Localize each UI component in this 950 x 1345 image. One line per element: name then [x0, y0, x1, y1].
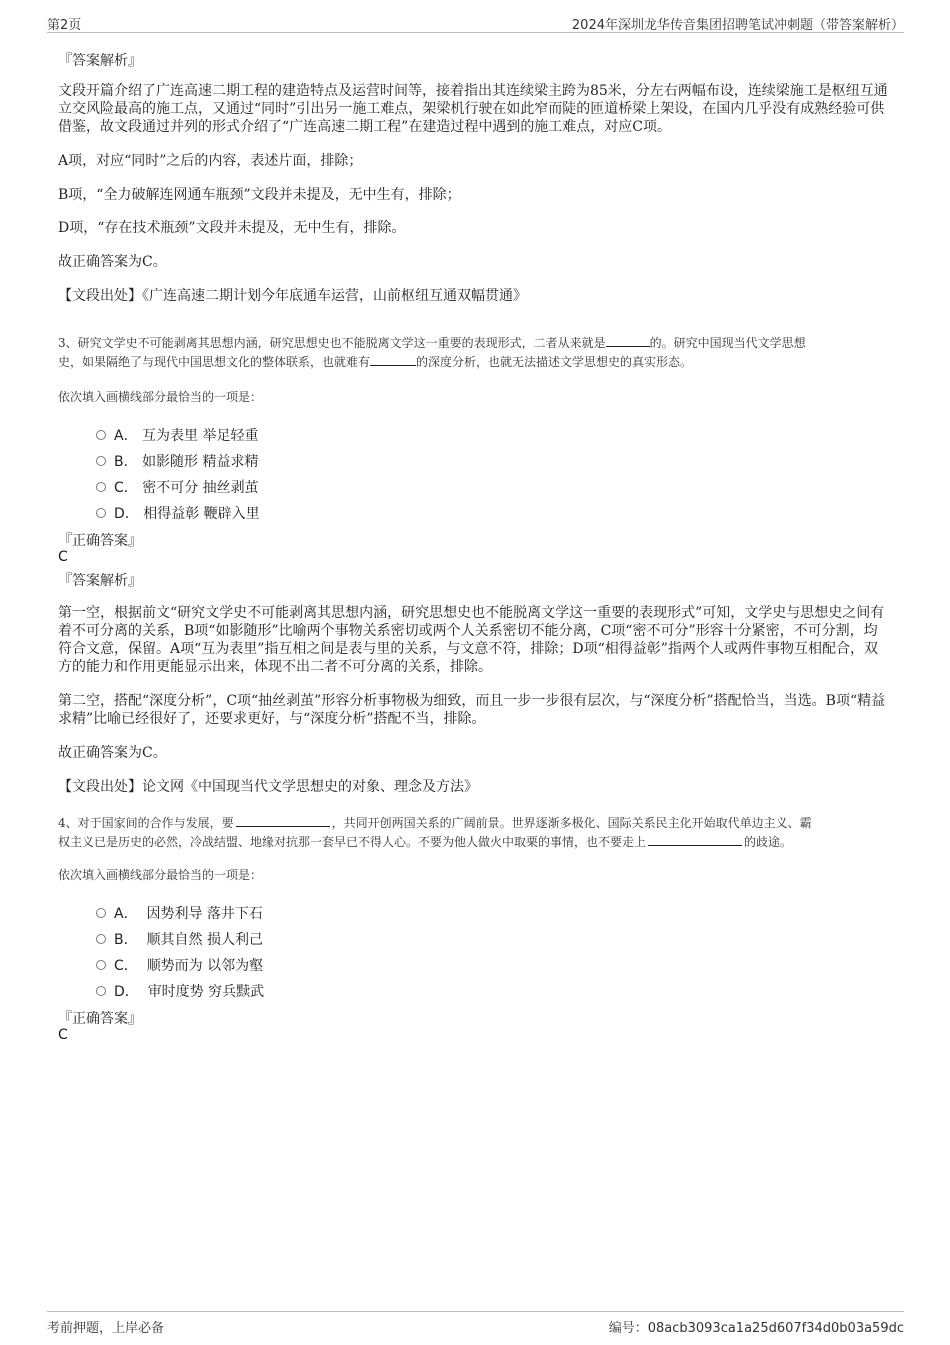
question-text: 史，如果隔绝了与现代中国思想文化的整体联系，也就难有 — [58, 355, 371, 369]
analysis-option-d: D项，“存在技术瓶颈”文段并未提及，无中生有，排除。 — [58, 220, 406, 236]
radio-icon[interactable] — [96, 960, 106, 970]
option-letter: A． — [114, 906, 138, 922]
radio-icon[interactable] — [96, 908, 106, 918]
option-letter: B． — [114, 454, 138, 470]
page-number: 第2页 — [47, 18, 82, 33]
option-letter: D． — [114, 506, 139, 522]
question-text: 的歧途。 — [744, 835, 793, 849]
fill-blank — [648, 833, 742, 846]
option-d[interactable] — [96, 981, 264, 999]
radio-icon[interactable] — [96, 934, 106, 944]
fill-blank — [370, 353, 416, 366]
option-text: 审时度势 穷兵黩武 — [147, 984, 265, 1000]
page-footer — [47, 1311, 904, 1338]
option-d[interactable] — [96, 503, 260, 521]
option-letter: A． — [114, 428, 138, 444]
correct-answer: C — [58, 1027, 68, 1043]
radio-icon[interactable] — [96, 986, 106, 996]
source-citation: 【文段出处】论文网《中国现当代文学思想史的对象、理念及方法》 — [58, 779, 478, 795]
correct-answer-label: 『正确答案』 — [58, 533, 142, 549]
analysis-paragraph: 文段开篇介绍了广连高速二期工程的建造特点及运营时间等，接着指出其连续梁主跨为85米，分左右两幅布设，连续梁施工是枢纽互通立交风险最高的施工点，又通过“同时”引出另一施工难点，架梁机行驶在如此窄而陡的匝道桥梁上架设，在国内几乎没有成熟经验可供借鉴，故文段通过并列的形式介绍了“广连高速二期工程”在建造过程中遇到的施工难点，对应C项。 — [58, 83, 888, 135]
source-citation: 【文段出处】《广连高速二期计划今年底通车运营，山前枢纽互通双幅贯通》 — [58, 288, 527, 304]
radio-icon[interactable] — [96, 508, 106, 518]
option-text: 相得益彰 鞭辟入里 — [143, 506, 260, 522]
option-letter: B． — [114, 932, 138, 948]
page-header — [47, 12, 904, 33]
option-c[interactable] — [96, 477, 259, 495]
analysis-conclusion: 故正确答案为C。 — [58, 745, 167, 761]
option-text: 如影随形 精益求精 — [142, 454, 259, 470]
analysis-option-b: B项，“全力破解连网通车瓶颈”文段并未提及，无中生有，排除； — [58, 187, 461, 203]
option-letter: D． — [114, 984, 139, 1000]
document-title: 2024年深圳龙华传音集团招聘笔试冲刺题（带答案解析） — [571, 18, 904, 33]
radio-icon[interactable] — [96, 430, 106, 440]
question-prompt: 依次填入画横线部分最恰当的一项是： — [58, 868, 263, 882]
option-b[interactable] — [96, 451, 259, 469]
question-prompt: 依次填入画横线部分最恰当的一项是： — [58, 390, 263, 404]
question-4-stem — [58, 814, 898, 852]
analysis-paragraph: 第一空，根据前文“研究文学史不可能剥离其思想内涵，研究思想史也不能脱离文学这一重要的表现形式”可知，文学史与思想史之间有着不可分离的关系，B项“如影随形”比喻两个事物关系密切或两个人关系密切不能分离，C项“密不可分”形容十分紧密，不可分割，均符合文意，保留。A项“互为表里”指互相之间是表与里的关系，与文意不符，排除；D项“相得益彰”指两个人或两件事物互相配合，双方的能力和作用更能显示出来，体现不出二者不可分离的关系，排除。 — [58, 605, 885, 675]
analysis-label: 『答案解析』 — [58, 53, 142, 69]
question-text: 的。研究中国现当代文学思想 — [649, 336, 806, 350]
question-text: 4、对于国家间的合作与发展，要 — [58, 816, 234, 830]
option-letter: C． — [114, 958, 138, 974]
correct-answer: C — [58, 549, 68, 565]
question-text: 权主义已是历史的必然，冷战结盟、地缘对抗那一套早已不得人心。不要为他人做火中取栗的事情，也不要走上 — [58, 835, 647, 849]
analysis-option-a: A项，对应“同时”之后的内容，表述片面，排除； — [58, 153, 363, 169]
option-text: 因势利导 落井下石 — [146, 906, 263, 922]
analysis-label: 『答案解析』 — [58, 573, 142, 589]
fill-blank — [236, 814, 330, 827]
question-3-stem — [58, 334, 898, 372]
document-code: 编号：08acb3093ca1a25d607f34d0b03a59dc — [608, 1321, 904, 1336]
question-text: 的深度分析，也就无法描述文学思想史的真实形态。 — [416, 355, 693, 369]
option-a[interactable] — [96, 903, 263, 921]
analysis-conclusion: 故正确答案为C。 — [58, 254, 167, 270]
correct-answer-label: 『正确答案』 — [58, 1011, 142, 1027]
option-c[interactable] — [96, 955, 263, 973]
radio-icon[interactable] — [96, 482, 106, 492]
footer-motto: 考前押题，上岸必备 — [47, 1321, 165, 1336]
option-text: 密不可分 抽丝剥茧 — [142, 480, 259, 496]
question-text: ，共同开创两国关系的广阔前景。世界逐渐多极化、国际关系民主化开始取代单边主义、霸 — [331, 816, 812, 830]
option-a[interactable] — [96, 425, 258, 443]
fill-blank — [606, 334, 650, 347]
option-text: 顺势而为 以邻为壑 — [146, 958, 264, 974]
option-letter: C． — [114, 480, 138, 496]
option-b[interactable] — [96, 929, 263, 947]
analysis-paragraph: 第二空，搭配“深度分析”，C项“抽丝剥茧”形容分析事物极为细致，而且一步一步很有层次，与“深度分析”搭配恰当，当选。B项“精益求精”比喻已经很好了，还要求更好，与“深度分析”搭配不当，排除。 — [58, 693, 886, 727]
option-text: 顺其自然 损人利己 — [146, 932, 263, 948]
radio-icon[interactable] — [96, 456, 106, 466]
question-text: 3、研究文学史不可能剥离其思想内涵，研究思想史也不能脱离文学这一重要的表现形式，二者从来就是 — [58, 336, 606, 350]
option-text: 互为表里 举足轻重 — [142, 428, 259, 444]
